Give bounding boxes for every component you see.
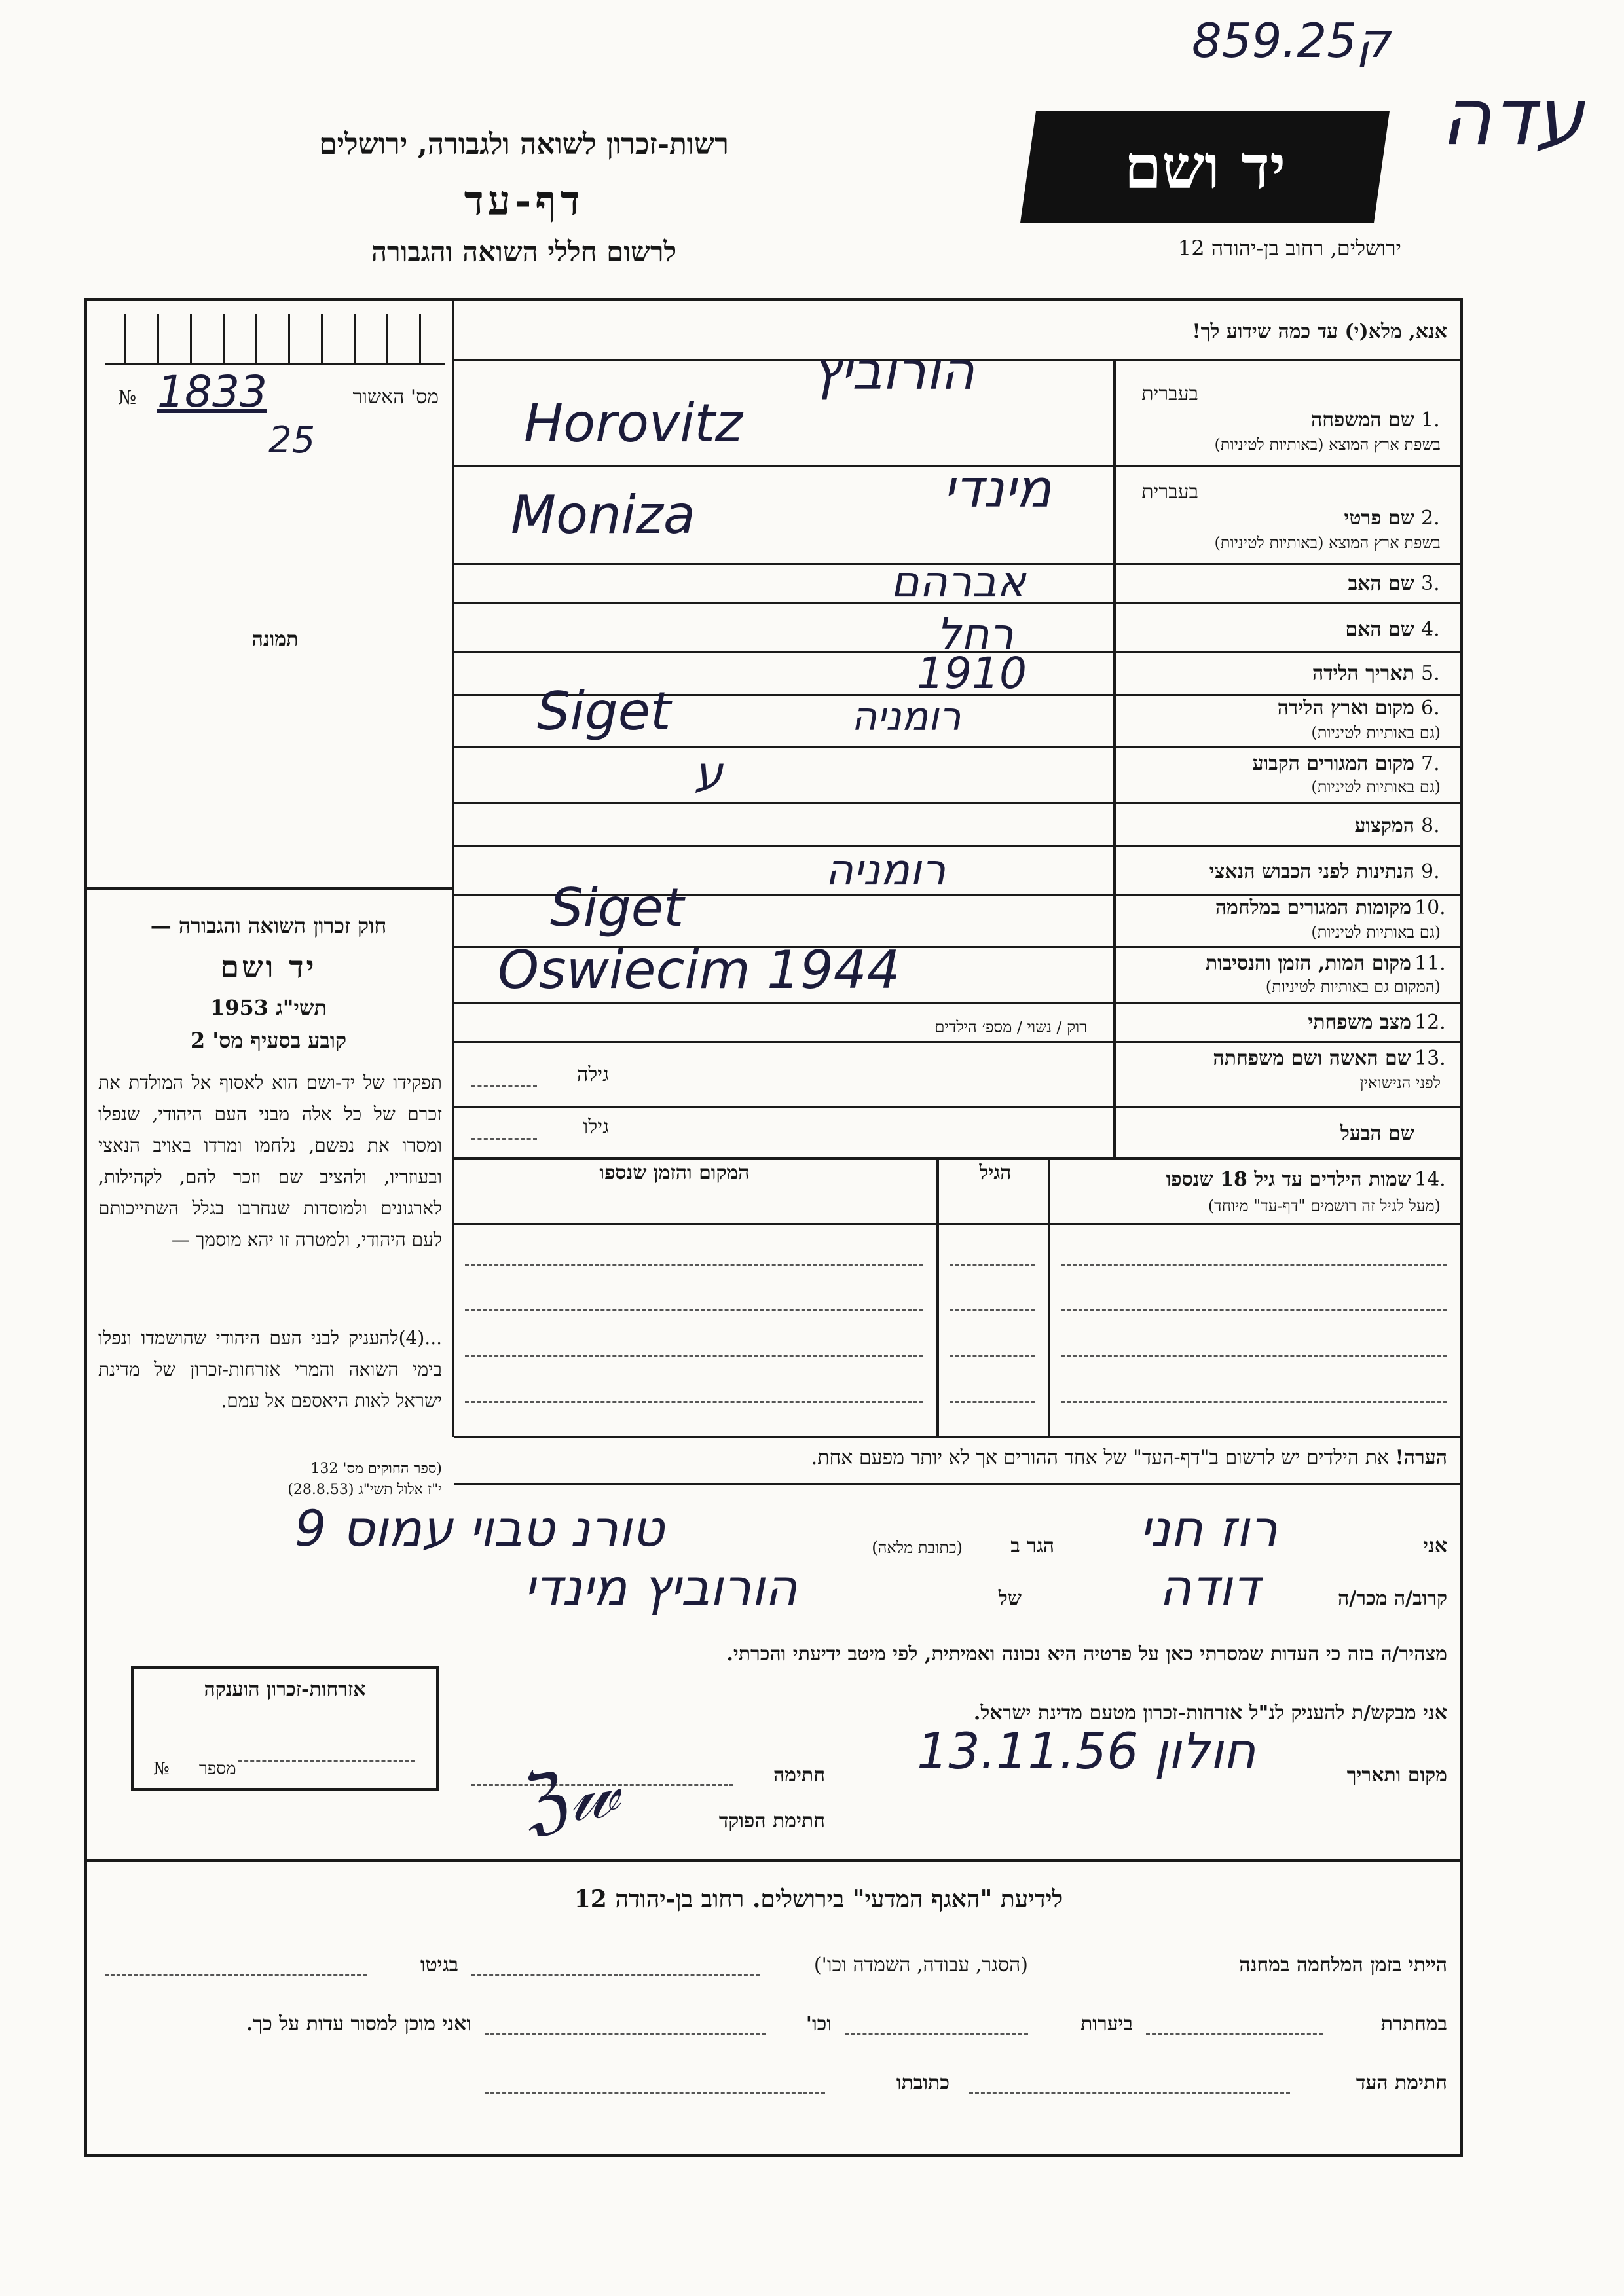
law-body-clause-4: ...(4)להעניק לבני העם היהודי שהושמדו ונפלו בימי השואה והמרי אזרחות-זכרון של מדינת ישראל לאות היאספם אל עמם. bbox=[98, 1327, 442, 1412]
survivors-willing-text: ואני מוכן למסור עדות על כך. bbox=[246, 2013, 471, 2035]
place-date-label: מקום ותאריך bbox=[1346, 1764, 1447, 1787]
row-divider bbox=[454, 802, 1463, 804]
children-age-header: הגיל bbox=[979, 1161, 1012, 1184]
label-column-divider bbox=[1113, 359, 1116, 1157]
row-divider bbox=[454, 1002, 1463, 1004]
survivors-etc-field[interactable] bbox=[485, 2033, 766, 2035]
birth-place-number: 6. bbox=[1421, 697, 1440, 720]
residence-number: 7. bbox=[1421, 752, 1440, 775]
note-bottom-border bbox=[454, 1483, 1463, 1485]
left-column-divider bbox=[452, 298, 454, 1437]
row-divider bbox=[454, 1157, 1463, 1160]
wife-age-field[interactable] bbox=[471, 1085, 537, 1087]
death-value[interactable]: Oswiecim 1944 bbox=[498, 939, 900, 1000]
approval-label: מס' האשור bbox=[352, 386, 439, 409]
children-col-divider bbox=[936, 1157, 939, 1436]
handwritten-reference: 859.ק25 bbox=[1192, 13, 1391, 68]
marital-number: 12. bbox=[1414, 1011, 1446, 1034]
profession-number: 8. bbox=[1421, 814, 1440, 837]
death-sublabel: (המקום גם באותיות לטיניות) bbox=[1265, 977, 1441, 996]
law-title: חוק זכרון השואה והגבורה — bbox=[150, 913, 387, 938]
children-row[interactable] bbox=[950, 1355, 1035, 1357]
officer-signature-scribble: ℨ𝓌 bbox=[518, 1748, 624, 1845]
children-col-divider bbox=[1048, 1157, 1050, 1436]
surname-number: 1. bbox=[1421, 409, 1440, 431]
approval-subnumber: 25 bbox=[268, 419, 316, 462]
form-title: דף-עד bbox=[464, 177, 584, 225]
declarant-of-value[interactable]: הורוביץ מינדי bbox=[524, 1558, 798, 1616]
approval-no-symbol: № bbox=[118, 386, 137, 409]
approval-code-boxes bbox=[105, 314, 445, 365]
marital-label: מצב משפחתי bbox=[1308, 1011, 1411, 1034]
surname-value-hebrew[interactable]: הורוביץ bbox=[812, 340, 975, 401]
war-residence-value[interactable]: Siget bbox=[550, 877, 684, 938]
children-row[interactable] bbox=[950, 1264, 1035, 1266]
survivors-etc-label: וכו' bbox=[805, 2013, 832, 2035]
survivors-underground-label: במחתרת bbox=[1380, 2013, 1447, 2035]
survivors-forests-field[interactable] bbox=[845, 2033, 1028, 2035]
citizenship-number-label: מספר bbox=[199, 1759, 236, 1779]
marital-options: רוק / נשוי / מספ׳ הילדים bbox=[934, 1018, 1087, 1036]
surname-sublabel: בשפת ארץ המוצא (באותיות לטיניות) bbox=[1214, 435, 1441, 454]
war-residence-number: 10. bbox=[1414, 896, 1446, 919]
children-row[interactable] bbox=[950, 1309, 1035, 1311]
birth-date-number: 5. bbox=[1421, 662, 1440, 685]
children-row[interactable] bbox=[1061, 1264, 1447, 1266]
children-row[interactable] bbox=[950, 1401, 1035, 1403]
citizenship-no-symbol: № bbox=[153, 1759, 170, 1779]
prewar-nationality-number: 9. bbox=[1421, 860, 1440, 883]
declarant-relation-label: קרוב/ה מכר/ה bbox=[1338, 1587, 1447, 1610]
survivors-camp-field[interactable] bbox=[471, 1974, 760, 1976]
children-sublabel: (מעל לגיל זה רושמים "דף-עד" מיוחד) bbox=[1208, 1197, 1441, 1215]
children-number: 14. bbox=[1414, 1168, 1446, 1191]
place-date-value[interactable]: חולון 13.11.56 bbox=[917, 1722, 1256, 1780]
husband-age-field[interactable] bbox=[471, 1138, 537, 1140]
row-divider bbox=[454, 845, 1463, 847]
first-name-sublabel: בשפת ארץ המוצא (באותיות לטיניות) bbox=[1214, 534, 1441, 552]
row-divider bbox=[454, 1041, 1463, 1043]
children-title: שמות הילדים עד גיל 18 שנספו bbox=[1166, 1168, 1411, 1191]
residence-label: מקום המגורים הקבוע bbox=[1252, 752, 1414, 775]
children-row[interactable] bbox=[465, 1401, 923, 1403]
wife-label: שם האשה ושם משפחתה bbox=[1213, 1047, 1411, 1070]
declarant-i-label: אני bbox=[1423, 1535, 1447, 1558]
wife-number: 13. bbox=[1414, 1047, 1446, 1070]
survivors-ghetto-field[interactable] bbox=[105, 1974, 367, 1976]
declarant-resides-label: הגר ב bbox=[1010, 1535, 1054, 1558]
law-year: תשי"ג 1953 bbox=[210, 995, 327, 1020]
law-body: תפקידו של יד-ושם הוא לאסוף אל המולדת את זכרם של כל אלה מבני העם היהודי, שנפלו ומסרו את נפשם, נלחמו ומרדו באויב הנאצי ובעוזריו, ולהציב שם וזכר להם, לקהילות, לארגונים ולמוסדות שנחרבו בגלל השתייכותם לעם היהודי, ולמטרה זו יהא מוסמך — bbox=[98, 1072, 442, 1250]
children-row[interactable] bbox=[1061, 1309, 1447, 1311]
war-residence-sublabel: (גם באותיות לטיניות) bbox=[1311, 923, 1441, 941]
first-name-number: 2. bbox=[1421, 507, 1440, 530]
note-row bbox=[458, 1447, 1447, 1469]
signature-label: חתימה bbox=[773, 1764, 825, 1787]
first-name-label: שם פרטי bbox=[1344, 507, 1414, 530]
row-divider bbox=[454, 1106, 1463, 1108]
citizenship-box-title: אזרחות-זכרון הוענקה bbox=[204, 1678, 366, 1701]
father-label: שם האב bbox=[1348, 572, 1414, 595]
surname-hebrew-tag: בעברית bbox=[1141, 382, 1198, 405]
law-source: (ספר החוקים מס' 132 bbox=[310, 1461, 442, 1477]
officer-signature-label: חתימת הפוקד bbox=[718, 1810, 825, 1832]
children-row[interactable] bbox=[1061, 1355, 1447, 1357]
survivors-title: לידיעת "האגף המדעי" בירושלים. רחוב בן-יהודה 12 bbox=[574, 1886, 1063, 1913]
children-row[interactable] bbox=[1061, 1401, 1447, 1403]
survivors-top-border bbox=[84, 1859, 1463, 1862]
father-value[interactable]: אברהם bbox=[891, 556, 1026, 607]
prewar-nationality-value[interactable]: רומניה bbox=[825, 845, 946, 895]
first-name-hebrew-tag: בעברית bbox=[1141, 481, 1198, 503]
birth-place-sublabel: (גם באותיות לטיניות) bbox=[1311, 723, 1441, 742]
survivors-underground-field[interactable] bbox=[1146, 2033, 1323, 2035]
citizenship-box bbox=[131, 1666, 439, 1791]
first-name-value-latin[interactable]: Moniza bbox=[511, 484, 695, 545]
row-divider bbox=[454, 746, 1463, 748]
survivors-forests-label: ביערות bbox=[1080, 2013, 1133, 2035]
husband-age-label: גילו bbox=[583, 1116, 609, 1139]
mother-label: שם האם bbox=[1345, 618, 1414, 641]
mother-value[interactable]: רחל bbox=[936, 609, 1014, 659]
law-name: יד ושם bbox=[220, 949, 317, 985]
declarant-relation-value[interactable]: דודה bbox=[1159, 1558, 1260, 1616]
witness-address-field[interactable] bbox=[485, 2092, 825, 2094]
wife-sublabel: לפני הנישואין bbox=[1359, 1074, 1441, 1092]
children-header-divider bbox=[454, 1223, 1463, 1225]
surname-label: שם המשפחה bbox=[1310, 409, 1414, 431]
survivors-camp-types: (הסגר, עבודה, השמדה וכו') bbox=[813, 1954, 1028, 1977]
declarant-resides-sublabel: (כתובת מלאה) bbox=[872, 1539, 963, 1557]
photo-label: תמונה bbox=[251, 628, 299, 651]
declaration-text: מצהיר/ה בזה כי העדות שמסרתי כאן על פרטיה היא נכונה ואמיתית, לפי מיטב ידיעתי והכרתי. bbox=[726, 1643, 1447, 1666]
birth-date-label: תאריך הלידה bbox=[1312, 662, 1414, 685]
law-top-border bbox=[84, 887, 452, 890]
birth-place-value-latin[interactable]: Siget bbox=[537, 681, 671, 742]
prewar-nationality-label: הנתינות לפני הכבוש הנאצי bbox=[1209, 860, 1414, 883]
declarant-address-value[interactable]: טורנ טבוי עמוס 9 bbox=[295, 1499, 665, 1558]
residence-value[interactable]: ע bbox=[694, 746, 723, 800]
form-subtitle: לרשום חללי השואה והגבורה bbox=[371, 236, 677, 268]
law-source-date: י"ז אלול תשי"ג (28.8.53) bbox=[287, 1482, 442, 1498]
death-number: 11. bbox=[1414, 952, 1446, 975]
note-text: את הילדים יש לרשום ב"דף-העד" של אחד ההורים אך לא יותר מפעם אחת. bbox=[811, 1446, 1390, 1469]
wife-age-label: גילה bbox=[576, 1063, 609, 1086]
husband-label: שם הבעל bbox=[1340, 1122, 1414, 1145]
father-number: 3. bbox=[1421, 572, 1440, 595]
handwritten-corner-mark: עדה bbox=[1441, 72, 1585, 163]
first-name-value-hebrew[interactable]: מינדי bbox=[943, 458, 1052, 519]
mother-number: 4. bbox=[1421, 618, 1440, 641]
birth-place-value-hebrew[interactable]: רומניה bbox=[851, 694, 961, 740]
death-label: מקום המות, הזמן והנסיבות bbox=[1205, 952, 1411, 975]
birth-date-value[interactable]: 1910 bbox=[917, 648, 1027, 699]
citizenship-number-field[interactable] bbox=[238, 1760, 415, 1762]
declarant-of-label: של bbox=[998, 1587, 1022, 1610]
children-row[interactable] bbox=[465, 1309, 923, 1311]
declarant-name-value[interactable]: רוז חני bbox=[1139, 1499, 1278, 1558]
yad-vashem-logo: יד ושם bbox=[1020, 111, 1390, 223]
citizenship-request-text: אני מבקש/ת להעניק לנ"ל אזרחות-זכרון מטעם מדינת ישראל. bbox=[973, 1702, 1447, 1724]
children-row[interactable] bbox=[465, 1264, 923, 1266]
survivors-ghetto-label: בגיטו bbox=[420, 1954, 458, 1977]
children-row[interactable] bbox=[465, 1355, 923, 1357]
witness-signature-field[interactable] bbox=[969, 2092, 1290, 2094]
war-residence-label: מקומות המגורים במלחמה bbox=[1215, 896, 1411, 919]
note-top-border bbox=[454, 1436, 1463, 1438]
residence-sublabel: (גם באותיות לטיניות) bbox=[1311, 778, 1441, 796]
children-place-header: המקום והזמן שנספו bbox=[599, 1161, 750, 1184]
survivors-camp-label: הייתי בזמן המלחמה במחנה bbox=[1239, 1954, 1447, 1977]
witness-signature-label: חתימת העד bbox=[1356, 2071, 1447, 2094]
law-clause: קובע בסעיף מס' 2 bbox=[190, 1028, 347, 1053]
intro-instruction: אנא, מלא(י) עד כמה שידוע לך! bbox=[1192, 320, 1447, 343]
institution-address: ירושלים, רחוב בן-יהודה 12 bbox=[1177, 236, 1401, 261]
surname-value-latin[interactable]: Horovitz bbox=[524, 393, 743, 454]
birth-place-label: מקום וארץ הלידה bbox=[1277, 697, 1414, 720]
witness-address-label: כתובתו bbox=[896, 2071, 950, 2094]
approval-number: 1833 bbox=[157, 367, 267, 417]
institution-name: רשות-זכרון לשואה ולגבורה, ירושלים bbox=[319, 128, 729, 161]
profession-label: המקצוע bbox=[1354, 814, 1414, 837]
note-label: הערה! bbox=[1395, 1446, 1447, 1469]
